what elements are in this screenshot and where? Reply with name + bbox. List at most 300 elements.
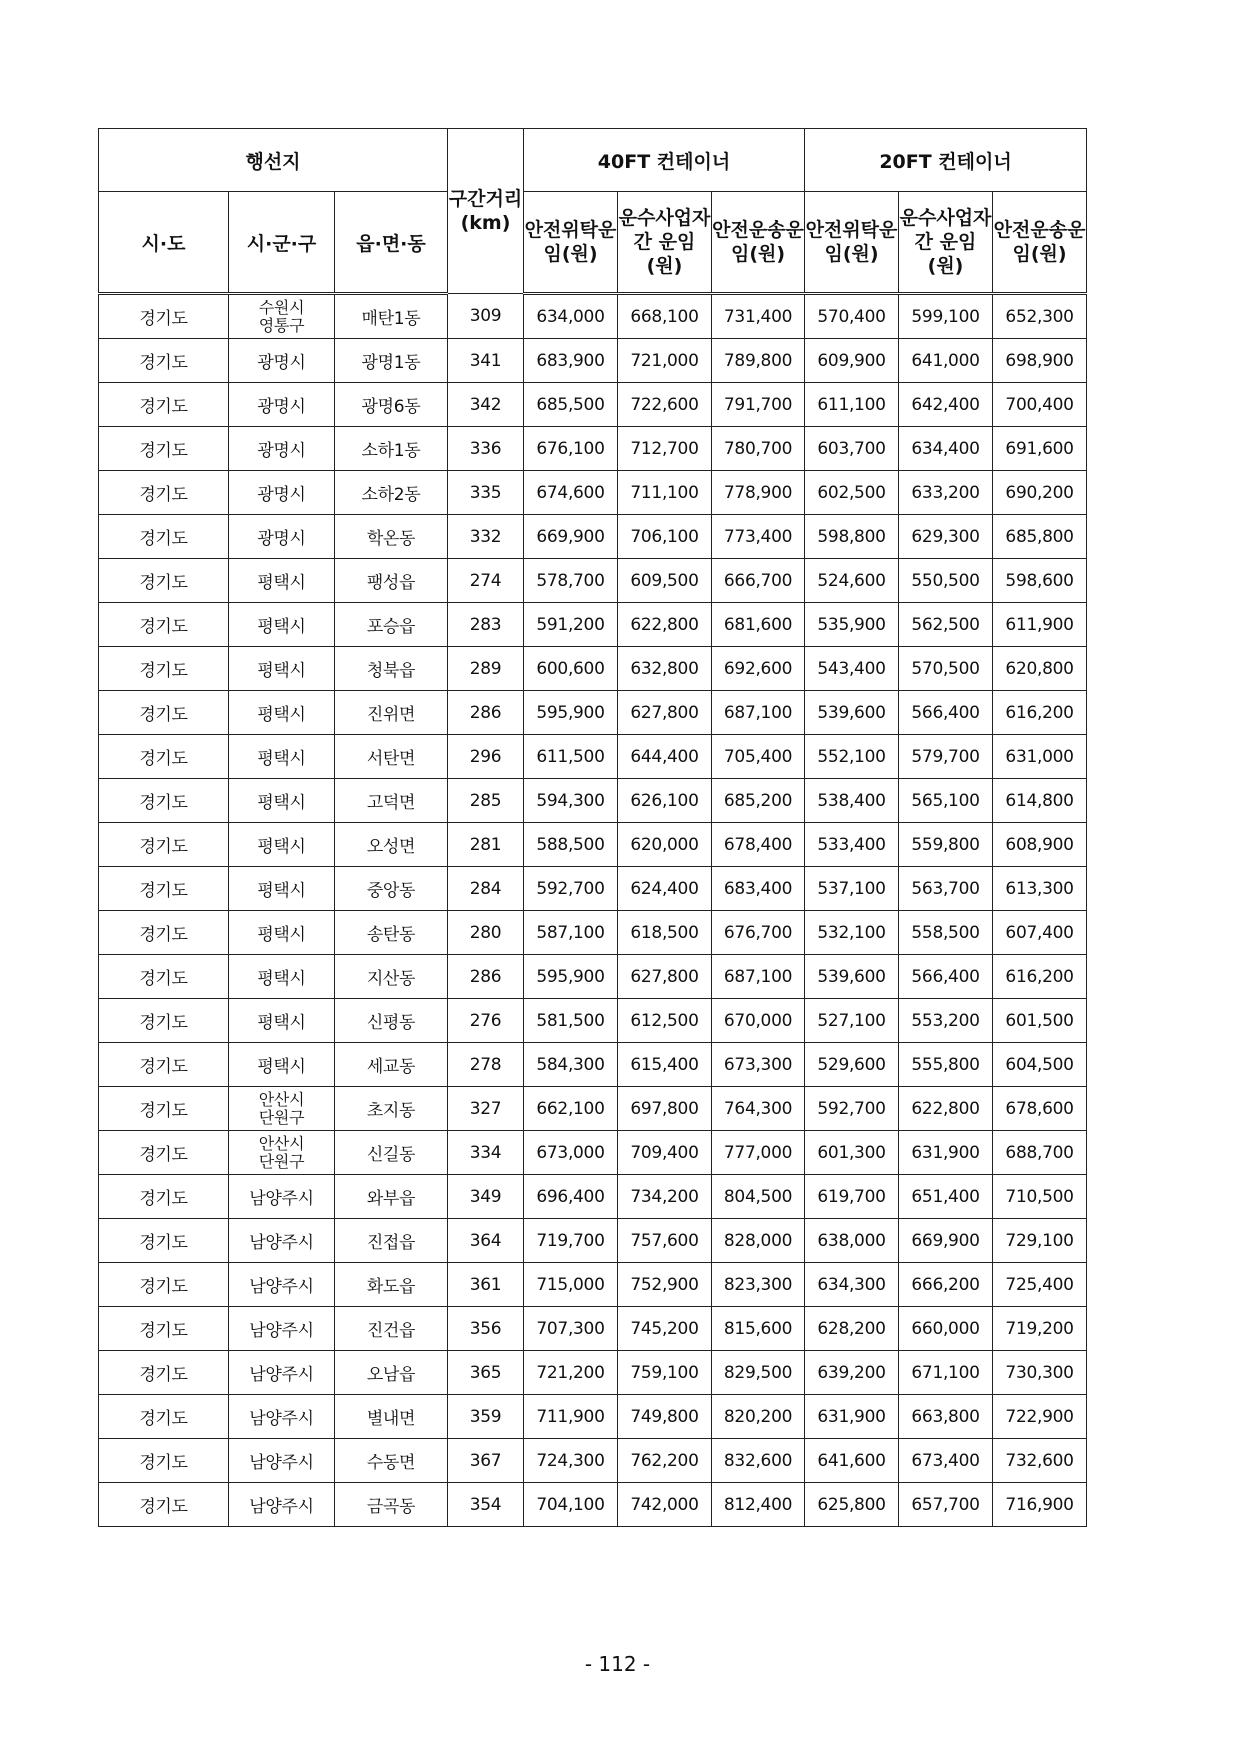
sido-cell: 경기도 (99, 515, 229, 559)
dong-cell: 신평동 (335, 999, 448, 1043)
ft20-safe-consign-cell: 619,700 (805, 1175, 899, 1219)
ft20-safe-consign-cell: 609,900 (805, 339, 899, 383)
table-row (99, 1131, 1087, 1175)
ft20-carrier-cell: 550,500 (899, 559, 993, 603)
table-row (99, 1439, 1087, 1483)
ft20-safe-consign-cell: 598,800 (805, 515, 899, 559)
ft40-safe-transport-cell: 804,500 (712, 1175, 805, 1219)
ft40-safe-consign-cell: 724,300 (524, 1439, 618, 1483)
distance-cell: 332 (448, 515, 524, 559)
ft40-safe-transport-cell: 832,600 (712, 1439, 805, 1483)
ft40-safe-consign-cell: 584,300 (524, 1043, 618, 1087)
ft40-safe-transport-cell: 681,600 (712, 603, 805, 647)
ft20-safe-consign-cell: 631,900 (805, 1395, 899, 1439)
distance-cell: 367 (448, 1439, 524, 1483)
ft40-safe-transport-cell: 687,100 (712, 955, 805, 999)
ft20-carrier-cell: 641,000 (899, 339, 993, 383)
ft40-safe-consign-cell: 595,900 (524, 691, 618, 735)
sigungu-cell: 평택시 (229, 867, 335, 911)
ft40-safe-consign-cell: 595,900 (524, 955, 618, 999)
table-row (99, 691, 1087, 735)
header-destination: 행선지 (99, 129, 448, 192)
table-row (99, 955, 1087, 999)
sigungu-cell: 광명시 (229, 515, 335, 559)
ft20-carrier-cell: 669,900 (899, 1219, 993, 1263)
sido-cell: 경기도 (99, 1395, 229, 1439)
ft20-safe-transport-cell: 729,100 (993, 1219, 1087, 1263)
ft40-carrier-cell: 618,500 (618, 911, 712, 955)
table-row (99, 647, 1087, 691)
ft40-safe-consign-cell: 611,500 (524, 735, 618, 779)
ft20-carrier-cell: 566,400 (899, 955, 993, 999)
dong-cell: 금곡동 (335, 1483, 448, 1527)
sigungu-cell: 광명시 (229, 471, 335, 515)
ft20-safe-transport-cell: 613,300 (993, 867, 1087, 911)
sigungu-cell: 평택시 (229, 647, 335, 691)
sigungu-cell: 광명시 (229, 383, 335, 427)
sido-cell: 경기도 (99, 867, 229, 911)
page-number: - 112 - (584, 1652, 651, 1676)
ft20-carrier-cell: 566,400 (899, 691, 993, 735)
sigungu-cell: 평택시 (229, 999, 335, 1043)
sigungu-cell: 남양주시 (229, 1483, 335, 1527)
table-header (99, 129, 1087, 294)
ft20-safe-transport-cell: 678,600 (993, 1087, 1087, 1131)
sigungu-cell: 평택시 (229, 691, 335, 735)
ft40-safe-transport-cell: 692,600 (712, 647, 805, 691)
ft40-safe-consign-cell: 634,000 (524, 294, 618, 339)
sido-cell: 경기도 (99, 339, 229, 383)
ft20-safe-consign-cell: 611,100 (805, 383, 899, 427)
sido-cell: 경기도 (99, 1087, 229, 1131)
sigungu-cell: 남양주시 (229, 1219, 335, 1263)
ft20-safe-transport-cell: 691,600 (993, 427, 1087, 471)
ft40-safe-consign-cell: 674,600 (524, 471, 618, 515)
ft20-carrier-cell: 671,100 (899, 1351, 993, 1395)
ft20-carrier-cell: 555,800 (899, 1043, 993, 1087)
ft40-safe-transport-cell: 683,400 (712, 867, 805, 911)
dong-cell: 매탄1동 (335, 294, 448, 339)
dong-cell: 청북읍 (335, 647, 448, 691)
ft40-safe-consign-cell: 587,100 (524, 911, 618, 955)
table-row (99, 735, 1087, 779)
ft20-carrier-cell: 553,200 (899, 999, 993, 1043)
ft40-carrier-cell: 762,200 (618, 1439, 712, 1483)
ft20-safe-transport-cell: 616,200 (993, 955, 1087, 999)
ft40-safe-transport-cell: 780,700 (712, 427, 805, 471)
table-row (99, 1307, 1087, 1351)
ft40-safe-consign-cell: 704,100 (524, 1483, 618, 1527)
sido-cell: 경기도 (99, 1043, 229, 1087)
ft40-carrier-cell: 644,400 (618, 735, 712, 779)
ft20-safe-transport-cell: 652,300 (993, 294, 1087, 339)
table-row (99, 1087, 1087, 1131)
sigungu-cell: 남양주시 (229, 1175, 335, 1219)
distance-cell: 289 (448, 647, 524, 691)
ft20-safe-consign-cell: 524,600 (805, 559, 899, 603)
ft40-safe-transport-cell: 678,400 (712, 823, 805, 867)
distance-cell: 309 (448, 294, 524, 339)
ft40-carrier-cell: 745,200 (618, 1307, 712, 1351)
table-row (99, 1483, 1087, 1527)
ft40-safe-consign-cell: 711,900 (524, 1395, 618, 1439)
ft20-carrier-cell: 631,900 (899, 1131, 993, 1175)
ft20-carrier-cell: 629,300 (899, 515, 993, 559)
sigungu-cell: 평택시 (229, 603, 335, 647)
ft40-carrier-cell: 615,400 (618, 1043, 712, 1087)
ft40-safe-transport-cell: 789,800 (712, 339, 805, 383)
ft20-safe-consign-cell: 538,400 (805, 779, 899, 823)
table-body (99, 294, 1087, 1527)
ft40-safe-transport-cell: 820,200 (712, 1395, 805, 1439)
sido-cell: 경기도 (99, 1307, 229, 1351)
dong-cell: 와부읍 (335, 1175, 448, 1219)
ft20-carrier-cell: 663,800 (899, 1395, 993, 1439)
ft40-carrier-cell: 711,100 (618, 471, 712, 515)
ft40-safe-transport-cell: 815,600 (712, 1307, 805, 1351)
ft40-carrier-cell: 622,800 (618, 603, 712, 647)
sigungu-cell: 안산시 단원구 (229, 1131, 335, 1175)
header-20ft: 20FT 컨테이너 (805, 129, 1087, 192)
ft20-safe-transport-cell: 598,600 (993, 559, 1087, 603)
ft20-carrier-cell: 558,500 (899, 911, 993, 955)
table-row (99, 823, 1087, 867)
sigungu-cell: 남양주시 (229, 1395, 335, 1439)
sido-cell: 경기도 (99, 647, 229, 691)
ft20-safe-transport-cell: 608,900 (993, 823, 1087, 867)
dong-cell: 수동면 (335, 1439, 448, 1483)
ft20-safe-consign-cell: 570,400 (805, 294, 899, 339)
ft20-carrier-cell: 673,400 (899, 1439, 993, 1483)
ft20-safe-consign-cell: 527,100 (805, 999, 899, 1043)
dong-cell: 진접읍 (335, 1219, 448, 1263)
ft20-safe-transport-cell: 601,500 (993, 999, 1087, 1043)
ft40-carrier-cell: 759,100 (618, 1351, 712, 1395)
ft40-safe-transport-cell: 666,700 (712, 559, 805, 603)
ft40-safe-consign-cell: 683,900 (524, 339, 618, 383)
ft40-carrier-cell: 612,500 (618, 999, 712, 1043)
sido-cell: 경기도 (99, 735, 229, 779)
sido-cell: 경기도 (99, 911, 229, 955)
ft20-carrier-cell: 660,000 (899, 1307, 993, 1351)
ft20-safe-transport-cell: 719,200 (993, 1307, 1087, 1351)
table-row (99, 515, 1087, 559)
ft40-safe-consign-cell: 662,100 (524, 1087, 618, 1131)
ft40-carrier-cell: 734,200 (618, 1175, 712, 1219)
ft40-safe-transport-cell: 791,700 (712, 383, 805, 427)
distance-cell: 280 (448, 911, 524, 955)
ft40-safe-consign-cell: 676,100 (524, 427, 618, 471)
distance-cell: 276 (448, 999, 524, 1043)
dong-cell: 고덕면 (335, 779, 448, 823)
ft20-safe-transport-cell: 631,000 (993, 735, 1087, 779)
ft40-safe-consign-cell: 594,300 (524, 779, 618, 823)
dong-cell: 오성면 (335, 823, 448, 867)
sigungu-cell: 평택시 (229, 955, 335, 999)
header-eupmyeondong: 읍·면·동 (335, 192, 448, 294)
ft40-safe-transport-cell: 829,500 (712, 1351, 805, 1395)
ft20-safe-transport-cell: 685,800 (993, 515, 1087, 559)
sigungu-cell: 평택시 (229, 779, 335, 823)
sido-cell: 경기도 (99, 427, 229, 471)
sido-cell: 경기도 (99, 691, 229, 735)
distance-cell: 274 (448, 559, 524, 603)
ft20-safe-transport-cell: 607,400 (993, 911, 1087, 955)
dong-cell: 지산동 (335, 955, 448, 999)
ft40-safe-transport-cell: 812,400 (712, 1483, 805, 1527)
sigungu-cell: 남양주시 (229, 1351, 335, 1395)
header-20ft-safe-transport-rate: 안전운송운임(원) (993, 192, 1087, 294)
sido-cell: 경기도 (99, 294, 229, 339)
ft40-carrier-cell: 627,800 (618, 691, 712, 735)
header-40ft-carrier-rate: 운수사업자간 운임(원) (618, 192, 712, 294)
ft40-safe-transport-cell: 705,400 (712, 735, 805, 779)
ft40-safe-consign-cell: 669,900 (524, 515, 618, 559)
ft40-safe-transport-cell: 773,400 (712, 515, 805, 559)
sigungu-cell: 평택시 (229, 911, 335, 955)
table-row (99, 559, 1087, 603)
ft20-carrier-cell: 579,700 (899, 735, 993, 779)
ft40-carrier-cell: 749,800 (618, 1395, 712, 1439)
table-row (99, 1219, 1087, 1263)
dong-cell: 광명6동 (335, 383, 448, 427)
ft40-safe-consign-cell: 685,500 (524, 383, 618, 427)
sido-cell: 경기도 (99, 1439, 229, 1483)
header-sigungu: 시·군·구 (229, 192, 335, 294)
ft40-carrier-cell: 757,600 (618, 1219, 712, 1263)
header-20ft-carrier-rate: 운수사업자간 운임(원) (899, 192, 993, 294)
distance-cell: 356 (448, 1307, 524, 1351)
ft20-safe-transport-cell: 700,400 (993, 383, 1087, 427)
ft20-safe-consign-cell: 539,600 (805, 955, 899, 999)
ft40-safe-consign-cell: 707,300 (524, 1307, 618, 1351)
sigungu-cell: 남양주시 (229, 1263, 335, 1307)
ft40-safe-transport-cell: 731,400 (712, 294, 805, 339)
ft40-carrier-cell: 742,000 (618, 1483, 712, 1527)
sido-cell: 경기도 (99, 559, 229, 603)
freight-rate-table (98, 128, 1087, 1527)
sido-cell: 경기도 (99, 603, 229, 647)
dong-cell: 화도읍 (335, 1263, 448, 1307)
table-row (99, 383, 1087, 427)
ft20-safe-transport-cell: 722,900 (993, 1395, 1087, 1439)
ft20-safe-consign-cell: 601,300 (805, 1131, 899, 1175)
sido-cell: 경기도 (99, 471, 229, 515)
ft20-carrier-cell: 559,800 (899, 823, 993, 867)
distance-cell: 281 (448, 823, 524, 867)
ft40-carrier-cell: 609,500 (618, 559, 712, 603)
table-row (99, 1175, 1087, 1219)
table-row (99, 867, 1087, 911)
dong-cell: 광명1동 (335, 339, 448, 383)
table-row (99, 339, 1087, 383)
dong-cell: 소하2동 (335, 471, 448, 515)
ft20-safe-consign-cell: 628,200 (805, 1307, 899, 1351)
dong-cell: 소하1동 (335, 427, 448, 471)
distance-cell: 359 (448, 1395, 524, 1439)
dong-cell: 포승읍 (335, 603, 448, 647)
distance-cell: 285 (448, 779, 524, 823)
distance-cell: 334 (448, 1131, 524, 1175)
table-row (99, 471, 1087, 515)
distance-cell: 335 (448, 471, 524, 515)
ft40-safe-transport-cell: 670,000 (712, 999, 805, 1043)
distance-cell: 327 (448, 1087, 524, 1131)
sigungu-cell: 평택시 (229, 823, 335, 867)
sido-cell: 경기도 (99, 823, 229, 867)
ft40-safe-consign-cell: 591,200 (524, 603, 618, 647)
sigungu-cell: 평택시 (229, 559, 335, 603)
ft20-carrier-cell: 622,800 (899, 1087, 993, 1131)
ft20-safe-consign-cell: 634,300 (805, 1263, 899, 1307)
dong-cell: 학온동 (335, 515, 448, 559)
distance-cell: 361 (448, 1263, 524, 1307)
ft40-carrier-cell: 712,700 (618, 427, 712, 471)
ft20-carrier-cell: 562,500 (899, 603, 993, 647)
sigungu-cell: 남양주시 (229, 1307, 335, 1351)
distance-cell: 342 (448, 383, 524, 427)
ft20-safe-transport-cell: 732,600 (993, 1439, 1087, 1483)
distance-cell: 349 (448, 1175, 524, 1219)
ft40-safe-transport-cell: 685,200 (712, 779, 805, 823)
dong-cell: 신길동 (335, 1131, 448, 1175)
dong-cell: 중앙동 (335, 867, 448, 911)
sigungu-cell: 안산시 단원구 (229, 1087, 335, 1131)
ft20-carrier-cell: 651,400 (899, 1175, 993, 1219)
sigungu-cell: 남양주시 (229, 1439, 335, 1483)
ft40-safe-consign-cell: 721,200 (524, 1351, 618, 1395)
ft40-safe-transport-cell: 828,000 (712, 1219, 805, 1263)
ft20-safe-consign-cell: 625,800 (805, 1483, 899, 1527)
header-20ft-safe-consign-rate: 안전위탁운임(원) (805, 192, 899, 294)
sido-cell: 경기도 (99, 1351, 229, 1395)
header-40ft: 40FT 컨테이너 (524, 129, 805, 192)
ft40-safe-consign-cell: 696,400 (524, 1175, 618, 1219)
ft20-safe-transport-cell: 611,900 (993, 603, 1087, 647)
ft20-safe-transport-cell: 698,900 (993, 339, 1087, 383)
sigungu-cell: 평택시 (229, 1043, 335, 1087)
sigungu-cell: 광명시 (229, 427, 335, 471)
ft40-carrier-cell: 627,800 (618, 955, 712, 999)
ft20-safe-consign-cell: 543,400 (805, 647, 899, 691)
ft20-safe-consign-cell: 539,600 (805, 691, 899, 735)
ft40-carrier-cell: 752,900 (618, 1263, 712, 1307)
sido-cell: 경기도 (99, 1483, 229, 1527)
ft40-safe-consign-cell: 578,700 (524, 559, 618, 603)
ft40-safe-transport-cell: 764,300 (712, 1087, 805, 1131)
ft20-safe-transport-cell: 725,400 (993, 1263, 1087, 1307)
table-row (99, 1263, 1087, 1307)
ft20-safe-consign-cell: 552,100 (805, 735, 899, 779)
ft20-safe-transport-cell: 604,500 (993, 1043, 1087, 1087)
table-row (99, 603, 1087, 647)
ft40-carrier-cell: 626,100 (618, 779, 712, 823)
distance-cell: 341 (448, 339, 524, 383)
ft40-safe-consign-cell: 600,600 (524, 647, 618, 691)
ft40-safe-transport-cell: 676,700 (712, 911, 805, 955)
table-row (99, 427, 1087, 471)
ft40-carrier-cell: 706,100 (618, 515, 712, 559)
sido-cell: 경기도 (99, 999, 229, 1043)
ft20-carrier-cell: 657,700 (899, 1483, 993, 1527)
distance-cell: 296 (448, 735, 524, 779)
distance-cell: 354 (448, 1483, 524, 1527)
ft20-safe-consign-cell: 602,500 (805, 471, 899, 515)
dong-cell: 진위면 (335, 691, 448, 735)
ft20-safe-transport-cell: 710,500 (993, 1175, 1087, 1219)
dong-cell: 별내면 (335, 1395, 448, 1439)
ft40-safe-consign-cell: 581,500 (524, 999, 618, 1043)
ft20-safe-transport-cell: 614,800 (993, 779, 1087, 823)
sido-cell: 경기도 (99, 1175, 229, 1219)
ft20-safe-consign-cell: 639,200 (805, 1351, 899, 1395)
table-row (99, 294, 1087, 339)
ft40-carrier-cell: 722,600 (618, 383, 712, 427)
sido-cell: 경기도 (99, 955, 229, 999)
ft40-safe-transport-cell: 778,900 (712, 471, 805, 515)
ft20-safe-consign-cell: 592,700 (805, 1087, 899, 1131)
ft40-safe-transport-cell: 777,000 (712, 1131, 805, 1175)
ft40-safe-transport-cell: 673,300 (712, 1043, 805, 1087)
dong-cell: 팽성읍 (335, 559, 448, 603)
ft40-safe-consign-cell: 592,700 (524, 867, 618, 911)
ft20-carrier-cell: 642,400 (899, 383, 993, 427)
ft40-carrier-cell: 709,400 (618, 1131, 712, 1175)
table-row (99, 1351, 1087, 1395)
ft20-safe-consign-cell: 535,900 (805, 603, 899, 647)
header-40ft-safe-transport-rate: 안전운송운임(원) (712, 192, 805, 294)
table-row (99, 1043, 1087, 1087)
distance-cell: 283 (448, 603, 524, 647)
sigungu-cell: 수원시 영통구 (229, 294, 335, 339)
sido-cell: 경기도 (99, 1263, 229, 1307)
distance-cell: 364 (448, 1219, 524, 1263)
ft40-carrier-cell: 620,000 (618, 823, 712, 867)
ft20-safe-consign-cell: 603,700 (805, 427, 899, 471)
ft40-safe-consign-cell: 715,000 (524, 1263, 618, 1307)
ft40-safe-transport-cell: 823,300 (712, 1263, 805, 1307)
ft20-carrier-cell: 634,400 (899, 427, 993, 471)
distance-cell: 286 (448, 691, 524, 735)
distance-cell: 365 (448, 1351, 524, 1395)
ft40-safe-transport-cell: 687,100 (712, 691, 805, 735)
dong-cell: 진건읍 (335, 1307, 448, 1351)
table-row (99, 1395, 1087, 1439)
header-sido: 시·도 (99, 192, 229, 294)
ft20-carrier-cell: 563,700 (899, 867, 993, 911)
ft40-safe-consign-cell: 673,000 (524, 1131, 618, 1175)
ft20-carrier-cell: 565,100 (899, 779, 993, 823)
distance-cell: 286 (448, 955, 524, 999)
dong-cell: 초지동 (335, 1087, 448, 1131)
ft20-safe-transport-cell: 620,800 (993, 647, 1087, 691)
dong-cell: 오남읍 (335, 1351, 448, 1395)
ft20-safe-consign-cell: 533,400 (805, 823, 899, 867)
ft20-safe-consign-cell: 638,000 (805, 1219, 899, 1263)
dong-cell: 송탄동 (335, 911, 448, 955)
ft20-safe-transport-cell: 690,200 (993, 471, 1087, 515)
sigungu-cell: 평택시 (229, 735, 335, 779)
ft20-carrier-cell: 633,200 (899, 471, 993, 515)
distance-cell: 284 (448, 867, 524, 911)
ft20-carrier-cell: 599,100 (899, 294, 993, 339)
sido-cell: 경기도 (99, 383, 229, 427)
dong-cell: 서탄면 (335, 735, 448, 779)
ft20-safe-transport-cell: 730,300 (993, 1351, 1087, 1395)
ft40-carrier-cell: 632,800 (618, 647, 712, 691)
ft20-safe-consign-cell: 532,100 (805, 911, 899, 955)
sido-cell: 경기도 (99, 1219, 229, 1263)
